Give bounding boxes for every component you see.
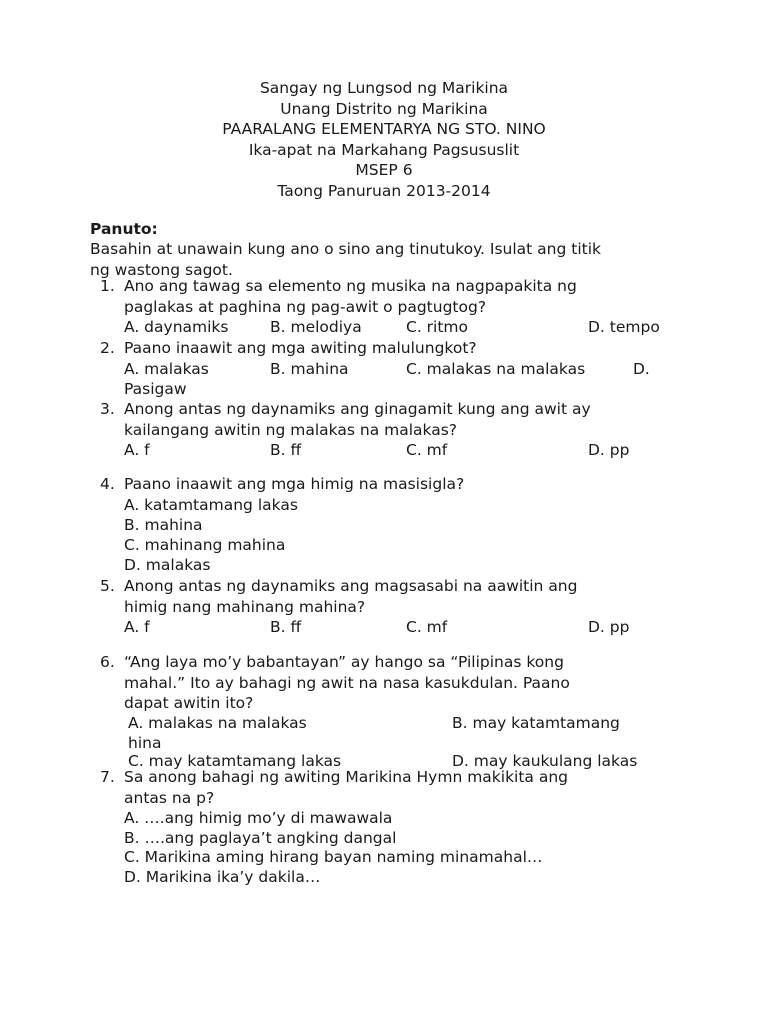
choice-b: B. ff [270, 441, 302, 459]
choice-d-wrap: Pasigaw [124, 380, 187, 398]
choices-row [124, 617, 680, 638]
option-a: A. ….ang himig mo’y di mawawala [124, 809, 393, 827]
choice-a: A. f [124, 618, 150, 636]
choice-b: B. ff [270, 618, 302, 636]
document-header [0, 78, 768, 202]
choices-row [124, 440, 680, 461]
question-text: Paano inaawit ang mga himig na masisigla? [124, 475, 465, 493]
choice-d: D. pp [588, 441, 630, 459]
question-text: Sa anong bahagi ng awiting Marikina Hymn makikita ang [124, 768, 569, 786]
choice-a: A. malakas [124, 359, 209, 378]
question-text: antas na p? [124, 788, 215, 807]
instructions-line: ng wastong sagot. [90, 260, 233, 279]
question-number: 5. [100, 577, 115, 595]
choice-b: B. mahina [270, 359, 349, 378]
question-text: kailangang awitin ng malakas na malakas? [124, 420, 458, 439]
choice-c: C. ritmo [406, 318, 469, 336]
question-text: Anong antas ng daynamiks ang magsasabi na aawitin ang [124, 577, 578, 595]
option-d: D. malakas [124, 555, 211, 574]
instructions-line: Basahin at unawain kung ano o sino ang tinutukoy. Isulat ang titik [90, 240, 601, 258]
question-number: 6. [100, 653, 115, 671]
choices-row [124, 317, 680, 338]
instructions-heading: Panuto: [90, 220, 158, 238]
choice-d: D. may kaukulang lakas [452, 752, 638, 770]
choice-c: C. mf [406, 618, 448, 636]
choice-d: D. pp [588, 618, 630, 636]
option-b: B. mahina [124, 515, 203, 534]
question-number: 4. [100, 475, 115, 493]
question-text: dapat awitin ito? [124, 694, 254, 712]
choice-b: B. melodiya [270, 318, 362, 336]
header-exam-title: Ika-apat na Markahang Pagsususlit [248, 140, 520, 159]
question-number: 2. [100, 339, 115, 357]
option-c: C. Marikina aming hirang bayan naming minamahal… [124, 848, 543, 866]
option-d: D. Marikina ika’y dakila… [124, 867, 321, 886]
question-text: Ano ang tawag sa elemento ng musika na nagpapakita ng [124, 277, 577, 295]
choice-c: C. malakas na malakas [406, 359, 586, 378]
choice-b-wrap: hina [128, 734, 162, 752]
question-text: “Ang laya mo’y babantayan” ay hango sa “Pilipinas kong [124, 653, 564, 671]
option-b: B. ….ang paglaya’t angking dangal [124, 828, 397, 847]
instructions-text [90, 239, 700, 280]
choice-b: B. may katamtamang [452, 713, 620, 732]
header-school-year: Taong Panuruan 2013-2014 [277, 181, 491, 200]
choice-c: C. mf [406, 441, 448, 459]
header-subject: MSEP 6 [355, 161, 413, 180]
header-district: Unang Distrito ng Marikina [280, 99, 488, 118]
option-c: C. mahinang mahina [124, 535, 286, 554]
question-text: paglakas at paghina ng pag-awit o pagtugtog? [124, 297, 487, 316]
question-text: himig nang mahinang mahina? [124, 597, 366, 616]
header-school: PAARALANG ELEMENTARYA NG STO. NINO [222, 120, 546, 139]
choice-a: A. malakas na malakas [128, 713, 307, 732]
choice-a: A. f [124, 441, 150, 459]
question-text: Anong antas ng daynamiks ang ginagamit kung ang awit ay [124, 400, 591, 418]
choice-a: A. daynamiks [124, 318, 229, 336]
question-text: mahal.” Ito ay bahagi ng awit na nasa kasukdulan. Paano [124, 673, 570, 692]
choices-row [124, 713, 680, 734]
choices-row [124, 359, 680, 380]
choice-c: C. may katamtamang lakas [128, 752, 342, 770]
choice-d: D. [633, 359, 650, 378]
choice-b-wrap-row [124, 733, 680, 751]
question-text: Paano inaawit ang mga awiting malulungkot? [124, 339, 477, 357]
question-number: 3. [100, 400, 115, 418]
question-number: 1. [100, 277, 115, 295]
header-division: Sangay ng Lungsod ng Marikina [259, 79, 509, 97]
option-a: A. katamtamang lakas [124, 495, 298, 514]
question-number: 7. [100, 768, 115, 786]
choice-d: D. tempo [588, 318, 660, 336]
